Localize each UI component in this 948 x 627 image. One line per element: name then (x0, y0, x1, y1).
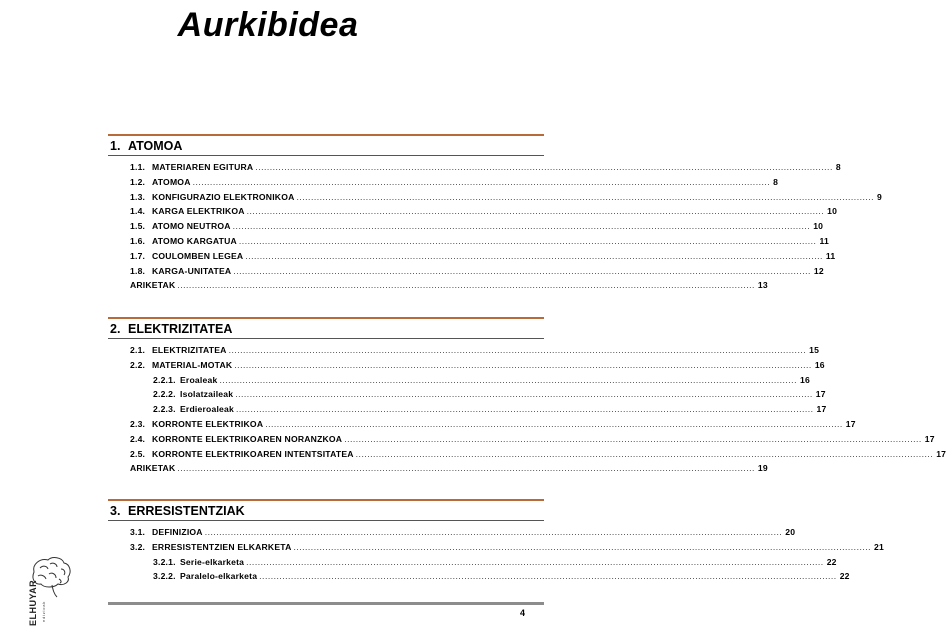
dot-leader: ........................................................................................................................................................................................................ (177, 463, 755, 474)
entry-number: 2.2. (130, 359, 146, 370)
entry-title: KARGA-UNITATEA (152, 265, 232, 276)
entry-page-number: 8 (835, 162, 841, 172)
dot-leader: ........................................................................................................................................................................................................ (204, 527, 783, 537)
toc-entry[interactable] (108, 249, 836, 264)
toc-entry[interactable] (108, 569, 850, 584)
entry-page-number: 10 (813, 221, 824, 232)
toc-entry[interactable] (108, 190, 883, 205)
dot-leader: ........................................................................................................................................................................................................ (236, 404, 814, 415)
dot-leader: ........................................................................................................................................................................................................ (255, 162, 833, 172)
entry-title: ELEKTRIZITATEA (152, 345, 227, 355)
section-divider (108, 317, 544, 319)
entry-number: 2.5. (130, 448, 146, 459)
toc-entry[interactable] (108, 234, 829, 249)
dot-leader: ........................................................................................................................................................................................................ (238, 235, 817, 246)
dot-leader: ........................................................................................................................................................................................................ (344, 433, 922, 444)
entry-page-number: 11 (819, 235, 829, 246)
page-title: Aurkibidea (177, 6, 359, 44)
entry-number: 3.2.1. (153, 556, 176, 567)
entry-title: ERRESISTENTZIEN ELKARKETA (152, 541, 292, 552)
entry-title: MATERIAREN EGITURA (152, 162, 254, 172)
entry-number: 2.4. (130, 433, 146, 444)
entry-number: 1.2. (130, 176, 146, 187)
entry-title: COULOMBEN LEGEA (152, 250, 244, 261)
toc-section-atomoa (108, 134, 883, 293)
dot-leader: ........................................................................................................................................................................................................ (246, 556, 824, 567)
toc-entry[interactable] (108, 278, 768, 293)
entry-page-number: 22 (826, 556, 837, 567)
entry-title: Eroaleak (180, 374, 218, 385)
dot-leader: ........................................................................................................................................................................................................ (293, 541, 872, 552)
toc-entry[interactable] (108, 204, 838, 219)
entry-number: 1.8. (130, 265, 146, 276)
toc-section-erresistentziak (108, 499, 884, 584)
entry-page-number: 13 (757, 280, 768, 291)
logo-subtitle: edizioak (41, 600, 46, 622)
entry-page-number: 17 (816, 404, 827, 415)
entry-number: 2.3. (130, 418, 146, 429)
entry-title: ARIKETAK (130, 463, 176, 474)
entry-number: 2.2.2. (153, 389, 176, 400)
entry-page-number: 17 (815, 389, 826, 400)
dot-leader: ........................................................................................................................................................................................................ (228, 345, 807, 355)
toc-entry[interactable] (108, 432, 935, 447)
dot-leader: ........................................................................................................................................................................................................ (234, 359, 812, 370)
entry-page-number: 15 (809, 345, 820, 355)
entry-number: 1.4. (130, 206, 146, 217)
entry-page-number: 16 (799, 374, 810, 385)
entry-number: 2.1. (130, 345, 146, 355)
entry-page-number: 22 (839, 571, 850, 582)
footer-divider (108, 602, 544, 605)
toc-section-elektrizitatea (108, 317, 947, 476)
toc-entry[interactable] (108, 461, 768, 476)
section-divider (108, 134, 544, 136)
toc-entry[interactable] (108, 402, 827, 417)
entry-number: 1.6. (130, 235, 146, 246)
entry-page-number: 8 (773, 176, 779, 187)
section-heading[interactable]: 2. ELEKTRIZITATEA (110, 322, 233, 336)
entry-page-number: 17 (845, 418, 856, 429)
entry-title: ATOMOA (152, 176, 191, 187)
section-heading[interactable]: 1. ATOMOA (110, 139, 183, 153)
toc-entry[interactable] (108, 175, 779, 190)
dot-leader: ........................................................................................................................................................................................................ (232, 221, 811, 232)
entry-title: Paralelo-elkarketa (180, 571, 258, 582)
dot-leader: ........................................................................................................................................................................................................ (177, 280, 755, 291)
toc-entry[interactable] (108, 555, 837, 570)
entry-page-number: 11 (825, 250, 836, 261)
entry-number: 3.1. (130, 527, 146, 537)
dot-leader: ........................................................................................................................................................................................................ (235, 389, 813, 400)
toc-entry[interactable] (108, 358, 825, 373)
dot-leader: ........................................................................................................................................................................................................ (192, 176, 771, 187)
entry-number: 1.1. (130, 162, 146, 172)
dot-leader: ........................................................................................................................................................................................................ (296, 191, 875, 202)
entry-title: ATOMO NEUTROA (152, 221, 231, 232)
entry-title: KONFIGURAZIO ELEKTRONIKOA (152, 191, 295, 202)
logo-text: ELHUYAR (28, 579, 38, 626)
toc-entry[interactable] (108, 447, 947, 462)
toc-entry[interactable] (108, 160, 841, 175)
toc-entry[interactable] (108, 417, 856, 432)
entry-number: 2.2.1. (153, 374, 176, 385)
entry-title: Erdieroaleak (180, 404, 234, 415)
entry-title: Isolatzaileak (180, 389, 234, 400)
section-divider (108, 499, 544, 501)
toc-entry[interactable] (108, 540, 884, 555)
toc-entry[interactable] (108, 219, 824, 234)
entry-number: 2.2.3. (153, 404, 176, 415)
entry-page-number: 21 (874, 541, 884, 552)
entry-page-number: 20 (785, 527, 796, 537)
dot-leader: ........................................................................................................................................................................................................ (259, 571, 837, 582)
toc-entry[interactable] (108, 373, 810, 388)
entry-title: KORRONTE ELEKTRIKOAREN INTENTSITATEA (152, 448, 354, 459)
entry-page-number: 12 (813, 265, 824, 276)
entry-number: 3.2. (130, 541, 146, 552)
entry-title: MATERIAL-MOTAK (152, 359, 233, 370)
section-heading[interactable]: 3. ERRESISTENTZIAK (110, 504, 245, 518)
entry-title: ATOMO KARGATUA (152, 235, 237, 246)
entry-title: DEFINIZIOA (152, 527, 203, 537)
entry-title: KARGA ELEKTRIKOA (152, 206, 245, 217)
page-number: 4 (520, 608, 526, 618)
entry-page-number: 16 (814, 359, 825, 370)
entry-page-number: 17 (924, 433, 935, 444)
entry-number: 1.3. (130, 191, 146, 202)
entry-number: 3.2.2. (153, 571, 176, 582)
toc-entry[interactable] (108, 525, 796, 540)
entry-page-number: 9 (877, 191, 883, 202)
entry-page-number: 19 (757, 463, 768, 474)
toc-entry[interactable] (108, 387, 826, 402)
entry-title: ARIKETAK (130, 280, 176, 291)
entry-title: KORRONTE ELEKTRIKOA (152, 418, 264, 429)
dot-leader: ........................................................................................................................................................................................................ (233, 265, 811, 276)
toc-entry[interactable] (108, 264, 824, 279)
entry-number: 1.7. (130, 250, 146, 261)
toc-entry[interactable] (108, 343, 820, 358)
entry-page-number: 10 (827, 206, 838, 217)
entry-title: KORRONTE ELEKTRIKOAREN NORANZKOA (152, 433, 343, 444)
dot-leader: ........................................................................................................................................................................................................ (219, 374, 797, 385)
entry-title: Serie-elkarketa (180, 556, 245, 567)
dot-leader: ........................................................................................................................................................................................................ (245, 250, 823, 261)
dot-leader: ........................................................................................................................................................................................................ (355, 448, 934, 459)
dot-leader: ........................................................................................................................................................................................................ (265, 418, 843, 429)
entry-page-number: 17 (936, 448, 947, 459)
entry-number: 1.5. (130, 221, 146, 232)
dot-leader: ........................................................................................................................................................................................................ (246, 206, 825, 217)
